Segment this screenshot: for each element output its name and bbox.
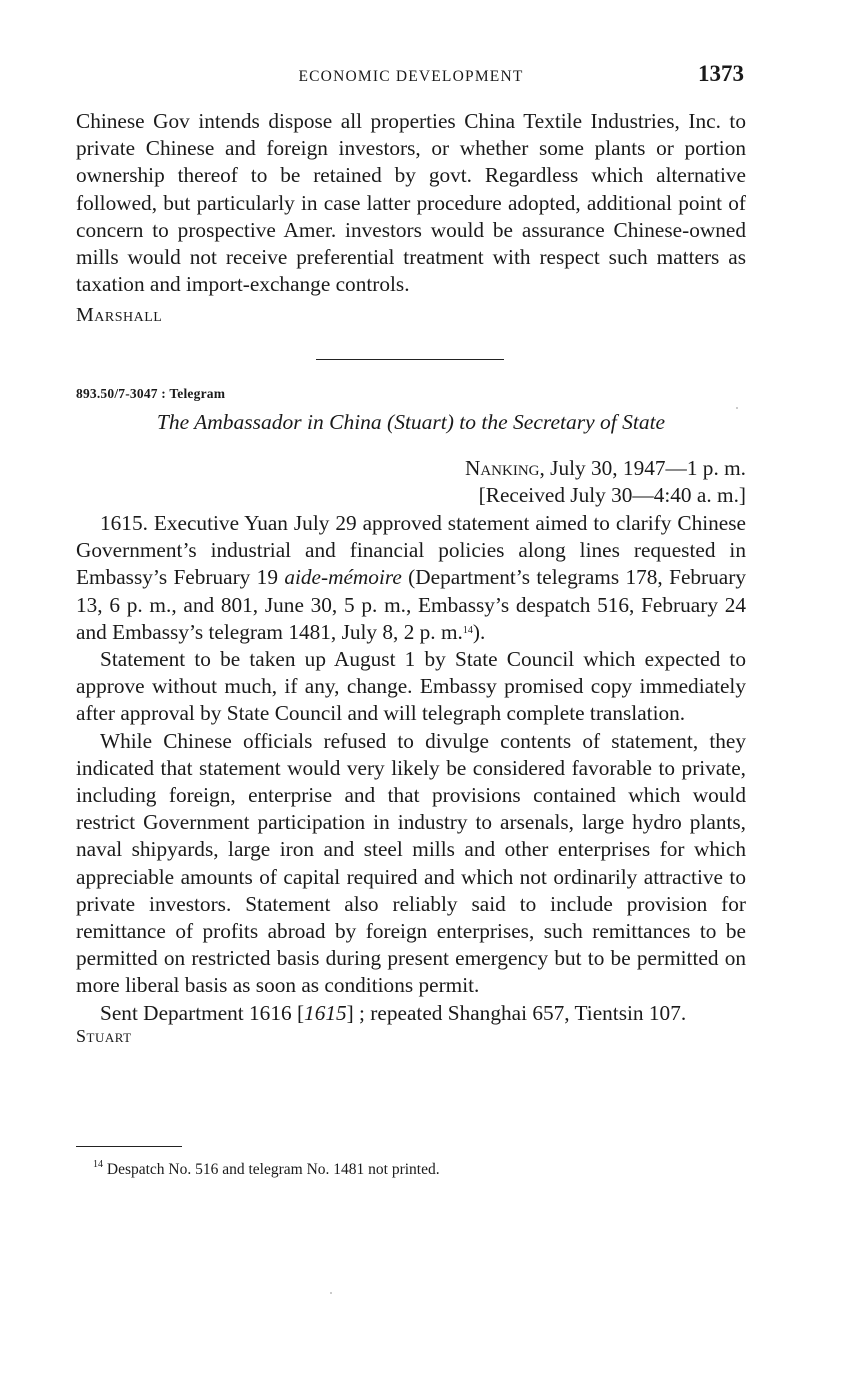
signature-stuart: Stuart [76,1025,132,1046]
continuation-section [76,108,746,330]
telegram-paragraph-2: Statement to be taken up August 1 by State Council which expected to approve without much, if any, change. Embassy promised copy immediately after approval by State Council and will telegraph complete translation. [76,647,746,726]
para4-text-b: ] ; repeated Shanghai 657, Tientsin 107. [346,1000,687,1025]
document-title: The Ambassador in China (Stuart) to the Secretary of State [156,410,666,434]
para4-text-a: Sent Department 1616 [ [100,1000,305,1025]
para1-text-b: (Department’s telegrams 178, February 13, 6 p. m., and 801, June 30, 5 p. m., Embassy’s despatch 516, February 24 and Embassy’s telegram 1481, July 8, 2 p. m. [76,565,746,644]
signature-marshall: Marshall [76,304,163,327]
section-divider [316,359,504,360]
date-sent [465,455,746,482]
para4-italic: 1615 [304,1000,347,1025]
footnote-text: Despatch No. 516 and telegram No. 1481 not printed. [103,1161,440,1178]
place-name: Nanking [464,456,540,480]
dateline [465,455,746,509]
telegram-body [76,510,746,1050]
para1-italic: aide-mémoire [284,565,402,590]
continuation-paragraph: Chinese Gov intends dispose all properties China Textile Industries, Inc. to private Chinese and foreign investors, or whether some plants or portion ownership thereof to be retained by govt. Regardless which alternative followed, but particularly in case latter procedure adopted, additional point of concern to prospective Amer. investors would be assurance Chinese-owned mills would not receive preferential treatment with respect such matters as taxation and import-exchange controls. [76,109,746,297]
telegram-paragraph-1 [76,510,746,646]
footnote-number: 14 [93,1159,103,1170]
page-number: 1373 [698,61,744,86]
telegram-paragraph-4 [76,1000,746,1027]
footnote-ref: 14 [462,624,473,636]
running-header [76,60,746,90]
para1-text-a: 1615. Executive Yuan July 29 approved statement aimed to clarify Chinese Government’s industrial and financial policies along lines requested in Embassy’s February 19 [76,511,746,590]
date-received: [Received July 30—4:40 a. m.] [478,483,746,507]
scan-speck [736,407,738,409]
para1-text-end: ). [472,619,486,644]
footnote [93,1161,440,1179]
date-sent-text: , July 30, 1947—1 p. m. [539,456,746,480]
running-title: ECONOMIC DEVELOPMENT [298,68,524,85]
telegram-paragraph-3: While Chinese officials refused to divulge contents of statement, they indicated that statement would very likely be considered favorable to private, including foreign, enterprise and that provisions contained which would restrict Government participation in industry to arsenals, large hydro plants, naval shipyards, large iron and steel mills and other enterprises for which appreciable amounts of capital required and which not ordinarily attractive to private investors. Statement also reliably said to include provision for remittance of profits abroad by foreign enterprises, such remittances to be permitted on restricted basis during present emergency but to be permitted on more liberal basis as soon as conditions permit. [76,728,746,998]
scan-speck [330,1292,332,1294]
footnote-rule [76,1146,182,1147]
file-number: 893.50/7-3047 : Telegram [76,386,226,401]
